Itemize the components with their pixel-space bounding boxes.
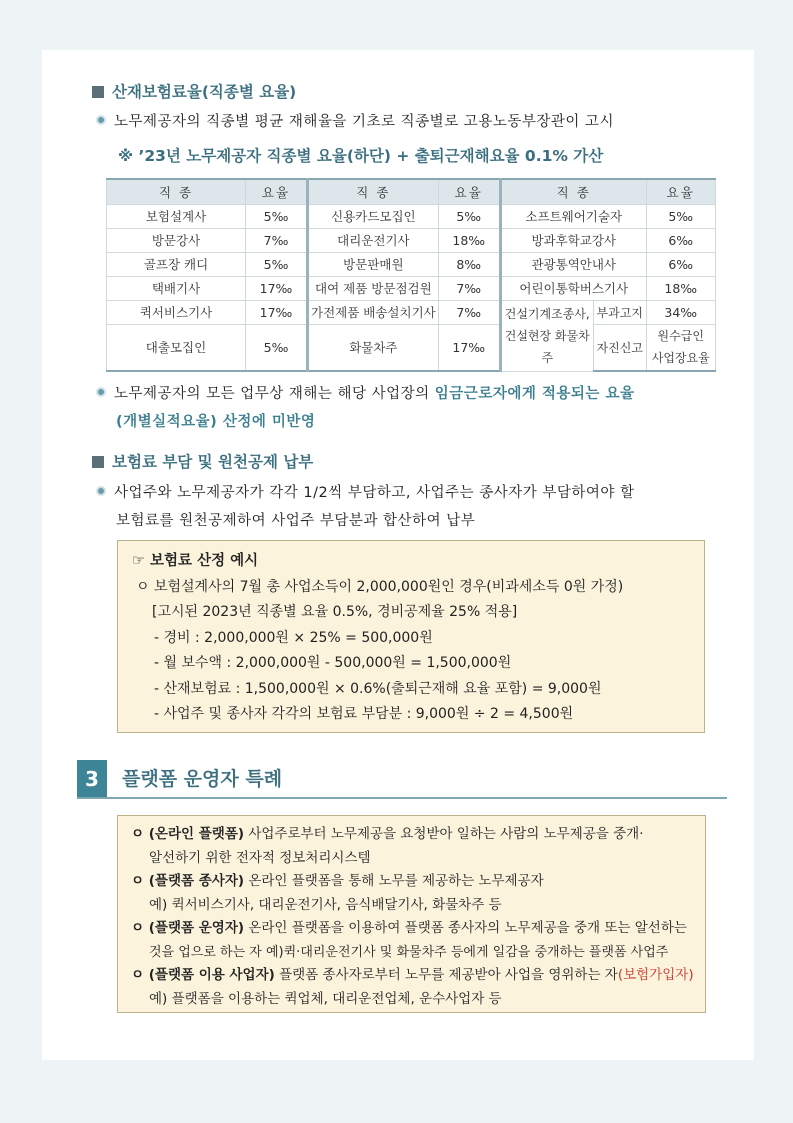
example-box (117, 540, 705, 733)
definition-term: ㅇ (플랫폼 이용 사업자) (131, 967, 275, 983)
definition-text: 예) 퀵서비스기사, 대리운전기사, 음식배달기사, 화물차주 등 (149, 896, 502, 913)
definition-item (131, 823, 705, 870)
job-cell: 대리운전기사 (308, 228, 439, 252)
definition-text: 온라인 플랫폼을 통해 노무를 제공하는 노무제공자 (244, 873, 544, 889)
sub-cell: 자진신고 (593, 324, 646, 371)
example-line: - 월 보수액 : 2,000,000원 - 500,000원 = 1,500,000원 (154, 655, 512, 671)
rate-cell: 5‰ (646, 204, 715, 228)
job-cell: 방문판매원 (308, 252, 439, 276)
rate-cell: 6‰ (646, 228, 715, 252)
definition-text: 사업주로부터 노무제공을 요청받아 일하는 사람의 노무제공을 중개· (244, 826, 644, 842)
rate-cell: 17‰ (246, 300, 308, 324)
table-header-row (107, 179, 716, 204)
definition-term: ㅇ (플랫폼 종사자) (131, 873, 245, 889)
rate-cell: 6‰ (646, 252, 715, 276)
square-bullet-icon (92, 86, 104, 98)
circle-bullet-icon (96, 387, 106, 397)
table-row (107, 204, 716, 228)
job-cell: 골프장 캐디 (107, 252, 246, 276)
example-line: [고시된 2023년 직종별 요율 0.5%, 경비공제율 25% 적용] (152, 604, 518, 620)
job-cell: 대출모집인 (107, 324, 246, 371)
job-cell: 보험설계사 (107, 204, 246, 228)
rate-line: 원수급인 (657, 329, 704, 344)
rate-cell: 5‰ (246, 324, 308, 371)
job-cell: 방과후학교강사 (500, 228, 646, 252)
job-cell: 화물차주 (308, 324, 439, 371)
header-rate: 요율 (438, 179, 500, 204)
job-cell: 관광통역안내사 (500, 252, 646, 276)
rate-cell: 8‰ (438, 252, 500, 276)
job-line: 건설현장 화물차주 (504, 328, 590, 365)
definition-item (131, 964, 705, 1011)
rate-cell: 7‰ (246, 228, 308, 252)
example-line: ㅇ 보험설계사의 7월 총 사업소득이 2,000,000원인 경우(비과세소득 0원 가정) (136, 578, 624, 595)
definition-highlight: (보험가입자) (617, 967, 694, 983)
rate-cell: 7‰ (438, 276, 500, 300)
rate-cell: 5‰ (246, 204, 308, 228)
definitions-box (117, 815, 706, 1013)
section-divider (77, 797, 727, 799)
header-job: 직 종 (308, 179, 439, 204)
rate-cell: 18‰ (646, 276, 715, 300)
definition-text: 온라인 플랫폼을 이용하여 플랫폼 종사자의 노무제공을 중개 또는 알선하는 (244, 920, 687, 936)
job-cell: 방문강사 (107, 228, 246, 252)
table-row (107, 252, 716, 276)
square-bullet-icon (92, 456, 104, 468)
header-rate: 요율 (646, 179, 715, 204)
rate-cell: 17‰ (438, 324, 500, 371)
example-line: - 경비 : 2,000,000원 × 25% = 500,000원 (154, 629, 433, 646)
section-heading-insurance-rate: 산재보험료율(직종별 요율) (92, 80, 296, 102)
header-rate: 요율 (246, 179, 308, 204)
rate-cell: 5‰ (246, 252, 308, 276)
job-cell: 대여 제품 방문점검원 (308, 276, 439, 300)
circle-bullet-icon (96, 486, 106, 496)
rate-cell: 18‰ (438, 228, 500, 252)
rate-table-wrap (106, 178, 716, 372)
job-cell-construction (500, 300, 593, 371)
bullet-excluded-rate: 노무제공자의 모든 업무상 재해는 해당 사업장의 임금근로자에게 적용되는 요율 (개별실적요율) 산정에 미반영 (96, 380, 716, 436)
job-cell: 퀵서비스기사 (107, 300, 246, 324)
definition-term: ㅇ (플랫폼 운영자) (131, 920, 245, 936)
definition-item (131, 870, 705, 917)
example-title: ☞ 보험료 산정 예시 (132, 553, 259, 569)
bullet-rate-basis: 노무제공자의 직종별 평균 재해율을 기초로 직종별로 고용노동부장관이 고시 (96, 108, 614, 136)
header-job: 직 종 (107, 179, 246, 204)
rate-cell: 34‰ (646, 300, 715, 324)
sub-cell: 부과고지 (593, 300, 646, 324)
bullet-burden-line2: 보험료를 원천공제하여 사업주 부담분과 합산하여 납부 (116, 513, 476, 529)
rate-cell: 7‰ (438, 300, 500, 324)
example-line: - 사업주 및 종사자 각각의 보험료 부담분 : 9,000원 ÷ 2 = 4,500원 (154, 706, 574, 722)
section-heading-burden: 보험료 부담 및 원천공제 납부 (92, 450, 313, 472)
section-heading-platform: 플랫폼 운영자 특례 (122, 768, 283, 790)
job-cell: 택배기사 (107, 276, 246, 300)
table-row (107, 324, 716, 371)
example-line: - 산재보험료 : 1,500,000원 × 0.6%(출퇴근재해 요율 포함) = 9,000원 (154, 680, 602, 697)
job-cell: 소프트웨어기술자 (500, 204, 646, 228)
job-cell: 어린이통학버스기사 (500, 276, 646, 300)
rate-line: 사업장요율 (651, 351, 710, 366)
definition-item (131, 917, 705, 964)
definition-text: 예) 플랫폼을 이용하는 퀵업체, 대리운전업체, 운수사업자 등 (149, 990, 502, 1007)
job-cell: 가전제품 배송설치기사 (308, 300, 439, 324)
definition-text: 것을 업으로 하는 자 예)퀵·대리운전기사 및 화물차주 등에게 일감을 중개하는 플랫폼 사업주 (149, 944, 669, 960)
rate-table (106, 178, 716, 372)
job-cell: 신용카드모집인 (308, 204, 439, 228)
job-line: 건설기계조종사, (504, 306, 590, 321)
bullet-burden: 사업주와 노무제공자가 각각 1/2씩 부담하고, 사업주는 종사자가 부담하여야 할 보험료를 원천공제하여 사업주 부담분과 합산하여 납부 (96, 479, 716, 535)
header-job: 직 종 (500, 179, 646, 204)
rate-cell: 5‰ (438, 204, 500, 228)
section-number-badge: 3 (77, 760, 107, 798)
table-row (107, 300, 716, 324)
rate-note: ※ ’23년 노무제공자 직종별 요율(하단) + 출퇴근재해요율 0.1% 가산 (118, 147, 604, 165)
rate-cell: 17‰ (246, 276, 308, 300)
table-row (107, 228, 716, 252)
circle-bullet-icon (96, 115, 106, 125)
definition-text: 알선하기 위한 전자적 정보처리시스템 (149, 849, 371, 866)
definition-term: ㅇ (온라인 플랫폼) (131, 826, 245, 842)
definition-text: 플랫폼 종사자로부터 노무를 제공받아 사업을 영위하는 자 (274, 967, 618, 983)
table-row (107, 276, 716, 300)
rate-cell (646, 324, 715, 371)
